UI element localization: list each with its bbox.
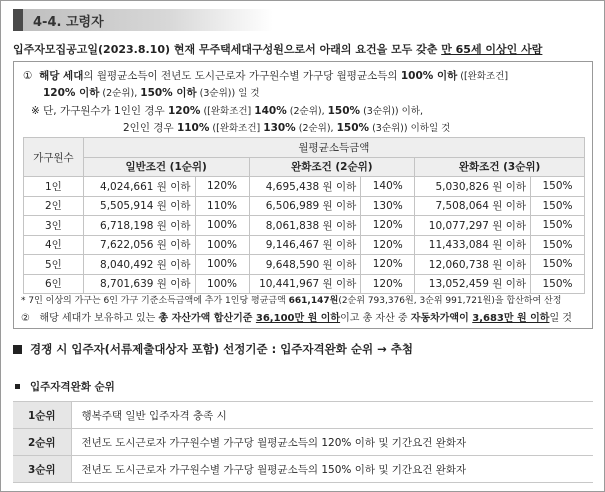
col-household-size: 가구원수 [24,138,84,177]
household-size-cell: 6인 [24,274,84,294]
relaxed-3-amount-cell: 7,508,064 원 이하 [415,196,531,216]
rank-description: 전년도 도시근로자 가구원수별 가구당 월평균소득의 120% 이하 및 기간요건 완화자 [71,429,593,456]
relaxed-2-amount-cell: 4,695,438 원 이하 [249,177,361,197]
relaxed-2-amount-cell: 9,146,467 원 이하 [249,235,361,255]
criterion-number: ② [21,313,30,324]
general-percent-cell: 110% [195,196,249,216]
dot-bullet-icon [15,384,20,389]
criterion-text: 일 것 [549,313,572,324]
note-text: 단, 가구원수가 1인인 경우 [43,105,168,117]
relaxed-2-percent-cell: 120% [361,235,415,255]
col-relaxed-2: 완화조건 (2순위) [249,157,415,177]
relaxed-3-amount-cell: 10,077,297 원 이하 [415,216,531,236]
eligibility-notice [13,41,542,57]
note-text: 110% [176,122,210,134]
general-amount-cell: 8,040,492 원 이하 [83,255,195,275]
general-amount-cell: 4,024,661 원 이하 [83,177,195,197]
section-title: 4-4. 고령자 [33,14,104,30]
note-mark: ※ [31,105,40,117]
footnote-text: (2순위 793,376원, 3순위 991,721원)을 합산하여 산정 [338,296,562,306]
income-row [24,255,585,275]
ranking-title: 입주자격완화 순위 [30,381,115,393]
col-monthly-income: 월평균소득금액 [83,138,584,158]
footnote [21,293,561,306]
note-text: 150% [336,122,370,134]
rank-label: 3순위 [13,456,71,483]
ranking-table [13,401,593,483]
note-line-2 [123,120,450,135]
col-general: 일반조건 (1순위) [83,157,249,177]
relaxed-3-percent-cell: 150% [531,274,585,294]
note-text: 150% [327,105,361,117]
income-row [24,196,585,216]
notice-highlight: 만 65세 이상인 사람 [441,43,543,56]
general-percent-cell: 120% [195,177,249,197]
relaxed-3-percent-cell: 150% [531,235,585,255]
general-amount-cell: 5,505,914 원 이하 [83,196,195,216]
ranking-heading [15,379,115,394]
criterion-text: 100% 이하 [400,70,458,82]
general-percent-cell: 100% [195,255,249,275]
relaxed-3-amount-cell: 12,060,738 원 이하 [415,255,531,275]
relaxed-2-percent-cell: 140% [361,177,415,197]
criterion-2 [21,309,572,324]
criterion-text: 의 월평균소득이 전년도 도시근로자 가구원수별 가구당 월평균소득의 [83,70,401,82]
income-table [23,137,585,294]
relaxed-2-amount-cell: 6,506,989 원 이하 [249,196,361,216]
income-row [24,216,585,236]
note-text: (3순위)) 이하일 것 [369,123,451,134]
note-text: (2순위), [295,123,337,134]
relaxed-2-amount-cell: 8,061,838 원 이하 [249,216,361,236]
ranking-row [13,456,593,483]
general-percent-cell: 100% [195,216,249,236]
notice-text: 입주자모집공고일(2023.8.10) 현재 무주택세대구성원으로서 아래의 요건을 모두 갖춘 [13,43,442,56]
section-header [13,9,273,31]
income-row [24,235,585,255]
footnote-text: 661,147원 [288,296,339,306]
relaxed-3-percent-cell: 150% [531,177,585,197]
square-bullet-icon [13,345,22,354]
note-line-1 [31,103,423,118]
relaxed-3-percent-cell: 150% [531,196,585,216]
ranking-row [13,429,593,456]
note-text: 2인인 경우 [123,122,177,134]
household-size-cell: 3인 [24,216,84,236]
rank-description: 행복주택 일반 입주자격 충족 시 [71,402,593,429]
note-text: ([완화조건] [209,123,264,134]
criterion-text: 이고 총 자산 중 [340,313,411,324]
header-marker [13,9,23,31]
income-row [24,177,585,197]
relaxed-2-percent-cell: 120% [361,216,415,236]
criterion-number: ① [23,70,33,82]
relaxed-2-amount-cell: 10,441,967 원 이하 [249,274,361,294]
note-text: 140% [254,105,287,117]
household-size-cell: 2인 [24,196,84,216]
relaxed-3-percent-cell: 150% [531,255,585,275]
rank-description: 전년도 도시근로자 가구원수별 가구당 월평균소득의 150% 이하 및 기간요건 완화자 [71,456,593,483]
general-percent-cell: 100% [195,235,249,255]
footnote-text: * 7인 이상의 가구는 6인 가구 기준소득금액에 추가 1인당 평균금액 [21,296,289,306]
criterion-text: 자동차가액이 [410,313,473,324]
relaxed-3-amount-cell: 11,433,084 원 이하 [415,235,531,255]
criterion-text: (3순위)) 일 것 [196,88,260,99]
criterion-text: 해당 세대 [39,70,84,82]
household-size-cell: 4인 [24,235,84,255]
criterion-text: 3,683만 원 이하 [472,313,550,324]
criterion-1-line-2 [43,85,260,100]
selection-criteria-text: 경쟁 시 입주자(서류제출대상자 포함) 선정기준 : 입주자격완화 순위 → 추첨 [30,342,413,356]
col-relaxed-3: 완화조건 (3순위) [415,157,585,177]
relaxed-2-percent-cell: 120% [361,255,415,275]
relaxed-3-amount-cell: 5,030,826 원 이하 [415,177,531,197]
household-size-cell: 5인 [24,255,84,275]
relaxed-3-percent-cell: 150% [531,216,585,236]
note-text: 130% [263,122,296,134]
criterion-text: 총 자산가액 합산기준 [158,313,256,324]
selection-criteria-heading [13,341,413,357]
note-text: (2순위), [286,106,328,117]
criterion-text: 36,100만 원 이하 [255,313,341,324]
note-text: (3순위)) 이하, [360,106,424,117]
note-text: 120% [167,105,201,117]
relaxed-2-percent-cell: 120% [361,274,415,294]
criterion-text: 120% 이하 [43,87,100,99]
relaxed-3-amount-cell: 13,052,459 원 이하 [415,274,531,294]
note-text: ([완화조건] [200,106,255,117]
relaxed-2-amount-cell: 9,648,590 원 이하 [249,255,361,275]
general-percent-cell: 100% [195,274,249,294]
ranking-row [13,402,593,429]
income-row [24,274,585,294]
general-amount-cell: 7,622,056 원 이하 [83,235,195,255]
rank-label: 2순위 [13,429,71,456]
criterion-1-line-1 [23,68,508,83]
criterion-text: (2순위), [99,88,141,99]
rank-label: 1순위 [13,402,71,429]
general-amount-cell: 8,701,639 원 이하 [83,274,195,294]
criterion-text: 해당 세대가 보유하고 있는 [39,313,159,324]
relaxed-2-percent-cell: 130% [361,196,415,216]
criterion-text: 150% 이하 [140,87,197,99]
ranking-table-body [13,402,593,483]
household-size-cell: 1인 [24,177,84,197]
income-table-body [24,177,585,294]
general-amount-cell: 6,718,198 원 이하 [83,216,195,236]
criterion-text: ([완화조건] [457,71,509,82]
